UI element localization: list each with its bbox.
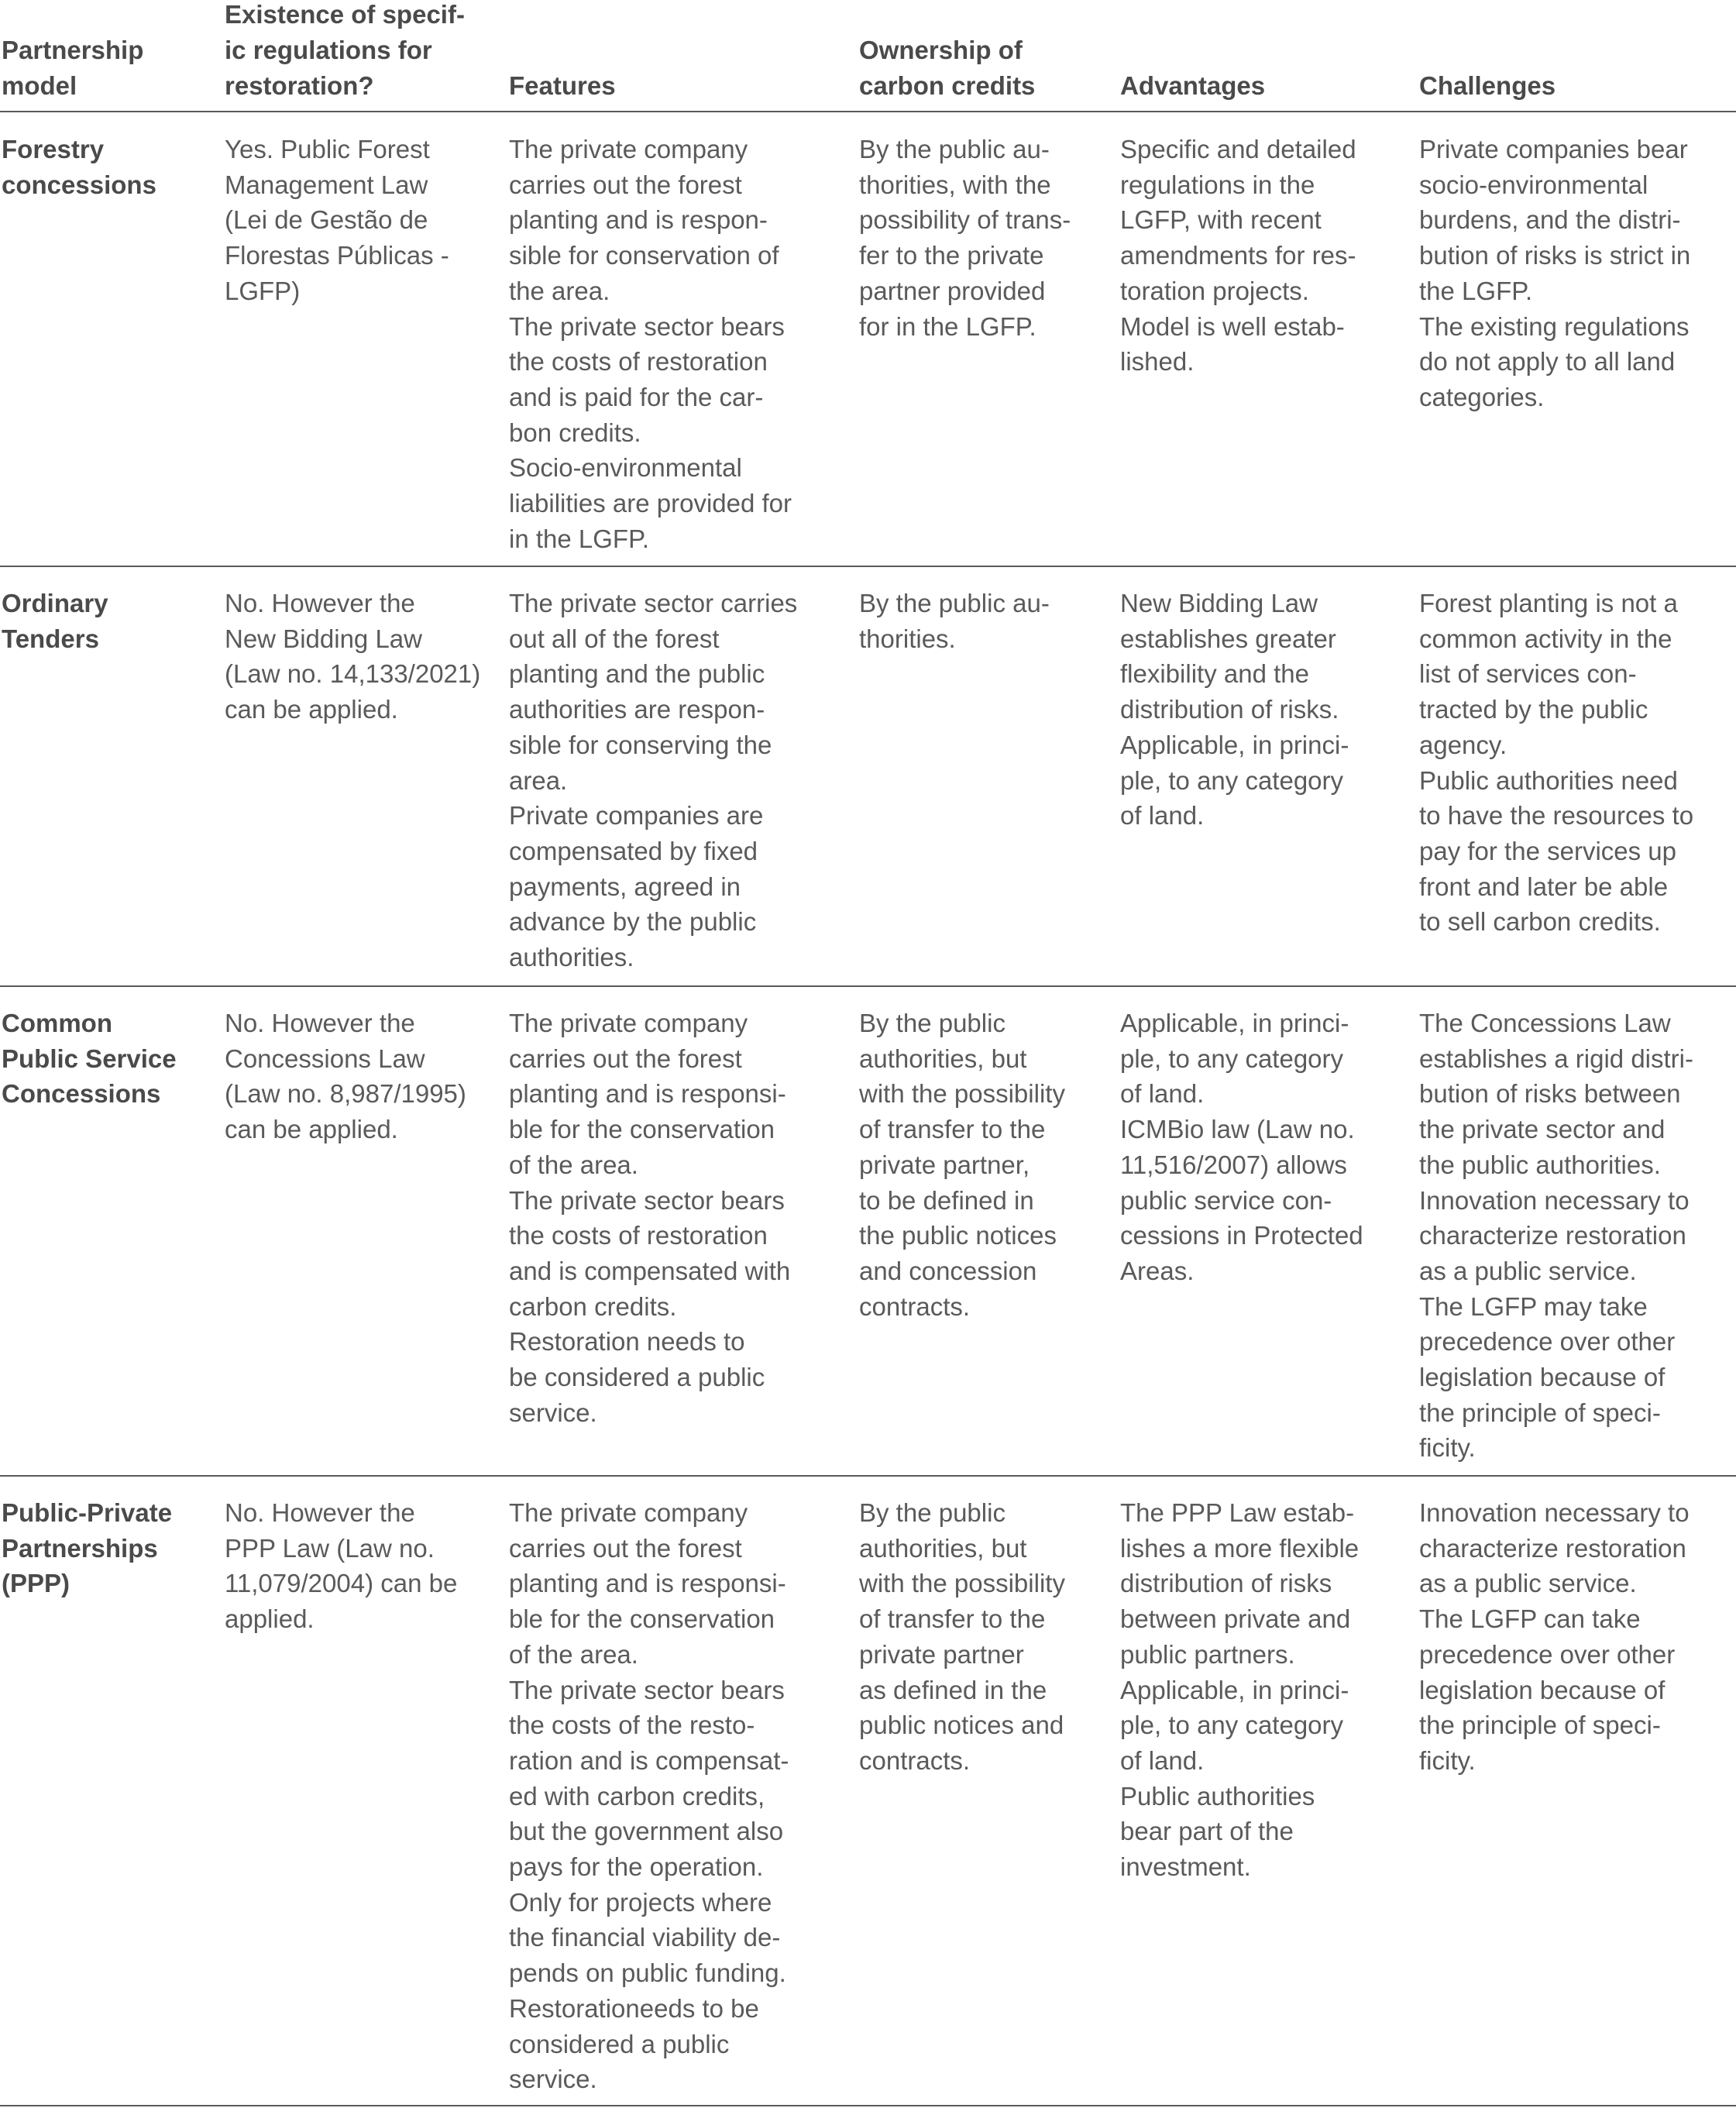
row-advantages: New Bidding Law establishes greater flexibility and the distribution of risks. Applicable, in princi- ple, to any category of land. bbox=[1120, 589, 1349, 830]
header-ownership: Ownership of carbon credits bbox=[859, 36, 1036, 100]
header-partnership-model: Partnership model bbox=[2, 36, 144, 100]
header-regulations: Existence of specif- ic regulations for restoration? bbox=[225, 0, 465, 100]
header-divider bbox=[0, 111, 1736, 112]
row-regulations: No. However the PPP Law (Law no. 11,079/2004) can be applied. bbox=[225, 1498, 458, 1634]
header-features: Features bbox=[509, 71, 616, 100]
row-challenges: Forest planting is not a common activity in the list of services con- tracted by the public agency. Public authorities need to have the resources to pay for the services up front and later be able to sell carbon credits. bbox=[1419, 589, 1694, 937]
row-ownership: By the public au- thorities. bbox=[859, 589, 1050, 653]
header-advantages: Advantages bbox=[1120, 71, 1266, 100]
row-challenges: The Concessions Law establishes a rigid distri- bution of risks between the private sector and the public authorities. Innovation necessary to characterize restoration as a public service. The LGFP may take precedence over other legislation because of the principle of speci- ficity. bbox=[1419, 1009, 1693, 1463]
row-ownership: By the public authorities, but with the possibility of transfer to the private partner, to be defined in the public notices and concession contracts. bbox=[859, 1009, 1065, 1321]
row-challenges: Private companies bear socio-environmental burdens, and the distri- bution of risks is strict in the LGFP. The existing regulations do not apply to all land categories. bbox=[1419, 135, 1691, 411]
row-model: Forestry concessions bbox=[2, 135, 156, 199]
row-advantages: Applicable, in princi- ple, to any category of land. ICMBio law (Law no. 11,516/2007) allows public service con- cessions in Protected Areas. bbox=[1120, 1009, 1363, 1285]
row-advantages: The PPP Law estab- lishes a more flexible distribution of risks between private and public partners. Applicable, in princi- ple, to any category of land. Public authorities bear part of the investment. bbox=[1120, 1498, 1360, 1882]
row-challenges: Innovation necessary to characterize restoration as a public service. The LGFP can take precedence over other legislation because of the principle of speci- ficity. bbox=[1419, 1498, 1690, 1775]
table-row bbox=[0, 987, 1736, 1475]
table-header bbox=[0, 0, 1736, 113]
table-row bbox=[0, 567, 1736, 985]
row-advantages: Specific and detailed regulations in the LGFP, with recent amendments for res- toration projects. Model is well estab- lished. bbox=[1120, 135, 1356, 377]
table-row bbox=[0, 1477, 1736, 2104]
row-features: The private company carries out the forest planting and is responsi- ble for the conservation of the area. The private sector bears the costs of restoration and is compensated with carbon credits. Restoration needs to be considered a public service. bbox=[509, 1009, 791, 1427]
row-features: The private sector carries out all of the forest planting and the public authorities are respon- sible for conserving the area. Private companies are compensated by fixed payments, agreed in advance by the public authorities. bbox=[509, 589, 798, 972]
row-features: The private company carries out the forest planting and is respon- sible for conservation of the area. The private sector bears the costs of restoration and is paid for the car- bon credits. Socio-environmental liabilities are provided for in the LGFP. bbox=[509, 135, 792, 553]
row-model: Ordinary Tenders bbox=[2, 589, 108, 653]
row-regulations: Yes. Public Forest Management Law (Lei de Gestão de Florestas Públicas - LGFP) bbox=[225, 135, 449, 305]
row-model: Common Public Service Concessions bbox=[2, 1009, 177, 1109]
row-regulations: No. However the Concessions Law (Law no. 8,987/1995) can be applied. bbox=[225, 1009, 466, 1144]
table-row bbox=[0, 113, 1736, 566]
header-challenges: Challenges bbox=[1419, 71, 1556, 100]
row-features: The private company carries out the forest planting and is responsi- ble for the conservation of the area. The private sector bears the costs of the resto- ration and is compensat- ed with carbon credits, but the government also pays for the operation. Only for projects where the financial viability de- pends on public funding. Restorationeeds to be considered a public service. bbox=[509, 1498, 789, 2094]
row-regulations: No. However the New Bidding Law (Law no. 14,133/2021) can be applied. bbox=[225, 589, 481, 724]
row-ownership: By the public authorities, but with the possibility of transfer to the private partner as defined in the public notices and contracts. bbox=[859, 1498, 1065, 1775]
row-ownership: By the public au- thorities, with the possibility of trans- fer to the private partner provided for in the LGFP. bbox=[859, 135, 1071, 341]
row-model: Public-Private Partnerships (PPP) bbox=[2, 1498, 173, 1598]
table-bottom-rule bbox=[0, 2105, 1736, 2106]
